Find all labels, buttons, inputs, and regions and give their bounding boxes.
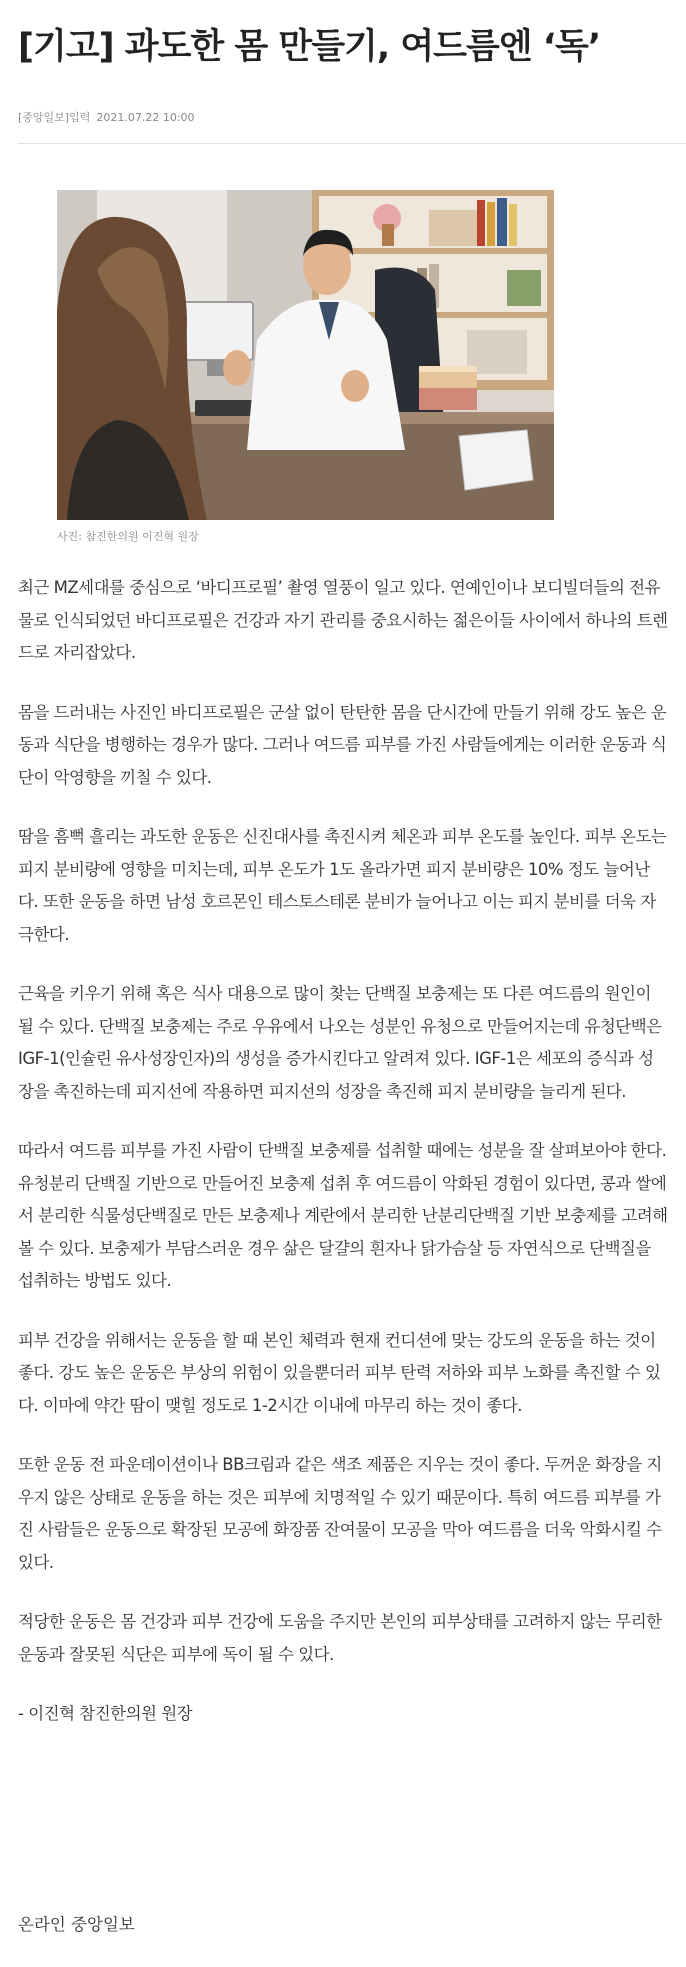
author-signature: - 이진혁 참진한의원 원장 <box>18 1704 193 1723</box>
article-paragraph: 또한 운동 전 파운데이션이나 BB크림과 같은 색조 제품은 지우는 것이 좋다. 두꺼운 화장을 지우지 않은 상태로 운동을 하는 것은 피부에 치명적일 수 있기 때문이다. 특히 여드름 피부를 가진 사람들은 운동으로 확장된 모공에 화장품 잔여물이 모공을 막아 여드름을 더욱 악화시킬 수 있다. <box>18 1455 662 1572</box>
article-paragraph: 땀을 흠뻑 흘리는 과도한 운동은 신진대사를 촉진시켜 체온과 피부 온도를 높인다. 피부 온도는피지 분비량에 영향을 미치는데, 피부 온도가 1도 올라가면 피지 분비량은 10% 정도 늘어난다. 또한 운동을 하면 남성 호르몬인 테스토스테론 분비가 늘어나고 이는 피지 분비를 더욱 자극한다. <box>18 827 667 944</box>
article-photo <box>57 190 554 520</box>
article-body <box>18 572 668 1731</box>
article-meta <box>18 110 195 126</box>
article-paragraph: 피부 건강을 위해서는 운동을 할 때 본인 체력과 현재 컨디션에 맞는 강도의 운동을 하는 것이 좋다. 강도 높은 운동은 부상의 위험이 있을뿐더러 피부 탄력 저하와 피부 노화를 촉진할 수 있다. 이마에 약간 땀이 맺힐 정도로 1-2시간 이내에 마무리 하는 것이 좋다. <box>18 1330 661 1415</box>
article-paragraph: 몸을 드러내는 사진인 바디프로필은 군살 없이 탄탄한 몸을 단시간에 만들기 위해 강도 높은 운동과 식단을 병행하는 경우가 많다. 그러나 여드름 피부를 가진 사람들에게는 이러한 운동과 식단이 악영향을 끼칠 수 있다. <box>18 702 667 787</box>
article-paragraph: 근육을 키우기 위해 혹은 식사 대용으로 많이 찾는 단백질 보충제는 또 다른 여드름의 원인이 될 수 있다. 단백질 보충제는 주로 우유에서 나오는 성분인 유청으로 만들어지는데 유청단백은 IGF-1(인슐린 유사성장인자)의 생성을 증가시킨다고 알려져 있다. IGF-1은 세포의 증식과 성장을 촉진하는데 피지선에 작용하면 피지선의 성장을 촉진해 피지 분비량을 늘리게 된다. <box>18 984 662 1101</box>
header-divider <box>18 143 686 144</box>
article-title: [기고] 과도한 몸 만들기, 여드름엔 ‘독’ <box>18 27 601 67</box>
article-publisher: [중앙일보]입력 <box>18 111 91 124</box>
article-paragraph: 따라서 여드름 피부를 가진 사람이 단백질 보충제를 섭취할 때에는 성분을 잘 살펴보아야 한다. 유청분리 단백질 기반으로 만들어진 보충제 섭취 후 여드름이 악화된 경험이 있다면, 콩과 쌀에서 분리한 식물성단백질로 만든 보충제나 계란에서 분리한 난분리단백질 기반 보충제를 고려해 볼 수 있다. 보충제가 부담스러운 경우 삶은 달걀의 흰자나 닭가슴살 등 자연식으로 단백질을 섭취하는 방법도 있다. <box>18 1141 668 1290</box>
article-date: 2021.07.22 10:00 <box>96 111 195 124</box>
article-source: 온라인 중앙일보 <box>18 1915 135 1934</box>
photo-caption: 사진: 참진한의원 이진혁 원장 <box>57 530 199 543</box>
article-paragraph: 최근 MZ세대를 중심으로 ‘바디프로필’ 촬영 열풍이 일고 있다. 연예인이나 보디빌더들의 전유물로 인식되었던 바디프로필은 건강과 자기 관리를 중요시하는 젊은이들 사이에서 하나의 트렌드로 자리잡았다. <box>18 578 668 662</box>
article-paragraph: 적당한 운동은 몸 건강과 피부 건강에 도움을 주지만 본인의 피부상태를 고려하지 않는 무리한 운동과 잘못된 식단은 피부에 독이 될 수 있다. <box>18 1612 662 1664</box>
